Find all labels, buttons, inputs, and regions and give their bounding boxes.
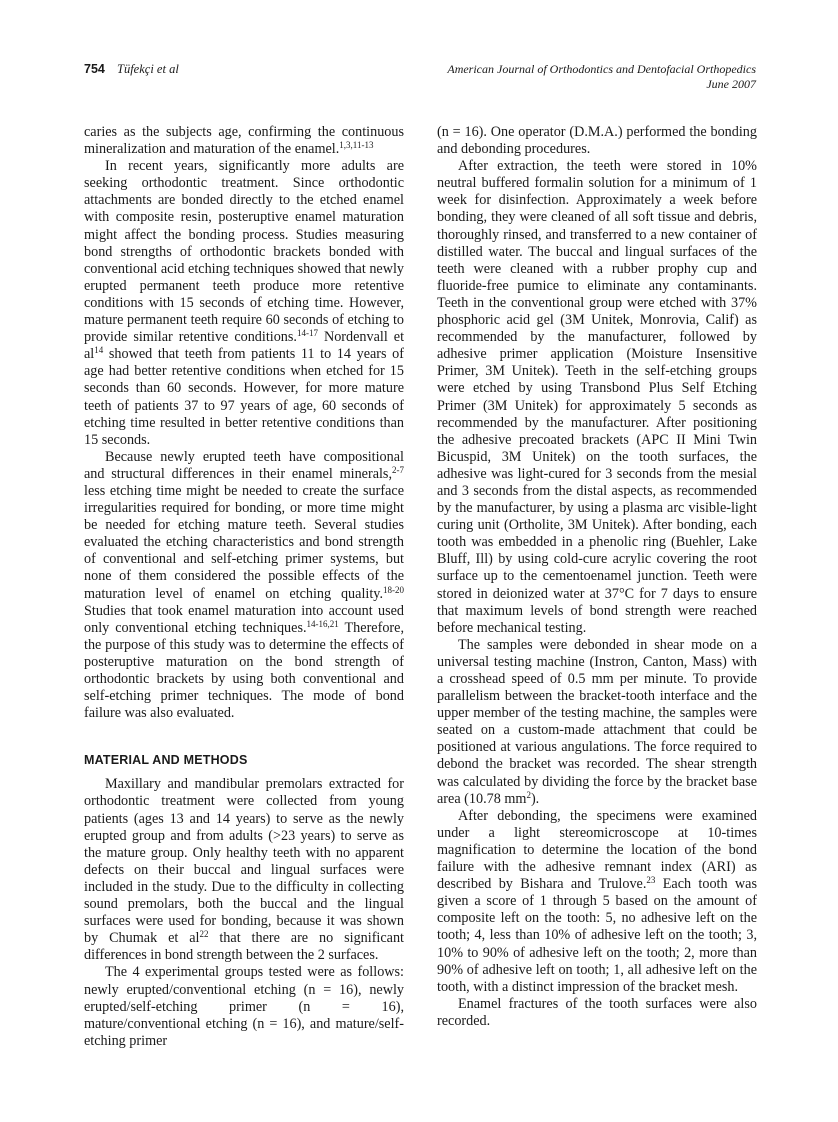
left-column (84, 124, 404, 1050)
journal-title: American Journal of Orthodontics and Dentofacial Orthopedics (447, 62, 756, 76)
paragraph: After extraction, the teeth were stored in 10% neutral buffered formalin solution for a minimum of 1 week for disinfection. Approximately a week before bonding, they were cleaned of all soft tissue and debris, thoroughly rinsed, and transferred to a new container of distilled water. The buccal and lingual surfaces of the teeth were cleaned with a rubber prophy cup and fluoride-free pumice to eliminate any contaminants. Teeth in the conventional group were etched with 37% phosphoric acid gel (3M Unitek, Monrovia, Calif) as recommended by the manufacturer, followed by adhesive primer application (Moisture Insensitive Primer, 3M Unitek). Teeth in the self-etching groups were etched by using Transbond Plus Self Etching Primer (3M Unitek) for approximately 5 seconds as recommended by the manufacturer. After positioning the adhesive precoated brackets (APC II Mini Twin Bicuspid, 3M Unitek) on the tooth surfaces, the adhesive was light-cured for 3 seconds from the mesial and 3 seconds from the distal aspects, as recommended by the manufacturer, by using a plasma arc visible-light curing unit (Ortholite, 3M Unitek). After bonding, each tooth was embedded in a phenolic ring (Buehler, Lake Bluff, Ill) by using cold-cure acrylic covering the root surface up to the cementoenamel junction. Teeth were stored in deionized water at 37°C for 7 days to ensure that maximum levels of bond strength were reached before mechanical testing. (437, 158, 757, 636)
paragraph: The 4 experimental groups tested were as follows: newly erupted/conventional etching (n = 16), newly erupted/self-etching primer (n = 16), mature/conventional etching (n = 16), and mature/self-etching primer (84, 964, 404, 1049)
paragraph: (n = 16). One operator (D.M.A.) performed the bonding and debonding procedures. (437, 124, 757, 158)
citation: 2-7 (392, 464, 404, 475)
citation: 14-17 (296, 328, 318, 339)
citation: 1,3,11-13 (339, 140, 374, 151)
citation: 14-16,21 (306, 618, 339, 629)
journal-info (447, 62, 756, 92)
paragraph: Enamel fractures of the tooth surfaces were also recorded. (437, 995, 757, 1029)
page-number: 754 (84, 62, 105, 76)
superscript: 2 (526, 789, 531, 800)
right-column (437, 124, 757, 1030)
paragraph: In recent years, significantly more adults are seeking orthodontic treatment. Since orthodontic attachments are bonded directly to the etched enamel with composite resin, posteruptive enamel maturation might affect the bonding process. Studies measuring bond strengths of orthodontic brackets bonded with conventional acid etching techniques showed that newly erupted permanent teeth produce more retentive conditions with 15 seconds of etching time. However, mature permanent teeth require 60 seconds of etching to provide similar retentive conditions.$^{14-17}$ Nordenvall et $al^{14}$ showed that teeth from patients 11 to 14 years of age had better retentive conditions when etched for 15 seconds than 60 seconds. However, for more mature teeth of patients 37 to 97 years of age, 60 seconds of etching time resulted in better retentive conditions than 15 seconds. (84, 158, 405, 448)
running-authors: Tüfekçi et al (117, 62, 179, 76)
citation: 14 (94, 345, 104, 356)
citation: 23 (646, 875, 656, 886)
issue-date: June 2007 (706, 77, 756, 91)
section-heading: MATERIAL AND METHODS (84, 753, 248, 768)
paragraph: caries as the subjects age, confirming the continuous mineralization and maturation of the enamel.$^{1,3,11-13}$ (84, 124, 404, 158)
citation: 18-20 (383, 584, 404, 595)
citation: 22 (199, 929, 209, 940)
running-header (84, 62, 756, 96)
paragraph: Maxillary and mandibular premolars extracted for orthodontic treatment were collected from young patients (ages 13 and 14 years) to serve as the newly erupted group and from adults (>23 years) to serve as the mature group. Only healthy teeth with no apparent defects on their buccal and lingual surfaces were included in the study. Due to the difficulty in collecting sound premolars, both the buccal and the lingual surfaces were used for bonding, because it was shown by Chumak et $al^{22}$ that there are no significant differences in bond strength between the 2 surfaces. (84, 776, 404, 964)
paragraph: After debonding, the specimens were examined under a light stereomicroscope at 10-times magnification to determine the location of the bond failure with the adhesive remnant index (ARI) as described by Bishara and Trulove.$^{23}$ Each tooth was given a score of 1 through 5 based on the amount of composite left on the tooth: 5, no adhesive left on the tooth; 4, less than 10% of adhesive left on the tooth; 3, 10% to 90% of adhesive left on the tooth; 2, more than 90% of adhesive left on tooth; 1, all adhesive left on the tooth, with a distinct impression of the bracket mesh. (437, 807, 757, 995)
paragraph: Because newly erupted teeth have compositional and structural differences in their enamel minerals,$^{2-7}$ less etching time might be needed to create the surface irregularities required for bonding, or more time might be needed for etching mature teeth. Several studies evaluated the etching characteristics and bond strength of conventional and self-etching primer systems, but none of them considered the possible effects of the maturation level of enamel on etching quality.$^{18-20}$ Studies that took enamel maturation into account used only conventional etching techniques.$^{14-16,21}$ Therefore, the purpose of this study was to determine the effects of posteruptive maturation on the bond strength of orthodontic brackets by using both conventional and self-etching primer techniques. The mode of bond failure was also evaluated. (84, 448, 404, 722)
paragraph: The samples were debonded in shear mode on a universal testing machine (Instron, Canton, Mass) with a crosshead speed of 0.5 mm per minute. To provide parallelism between the bracket-tooth interface and the upper member of the testing machine, the samples were seated on a custom-made attachment that could be positioned at various angulations. The force required to debond the bracket was recorded. The shear strength was calculated by dividing the force by the bracket base area (10.78 $mm^2$). (437, 636, 757, 807)
